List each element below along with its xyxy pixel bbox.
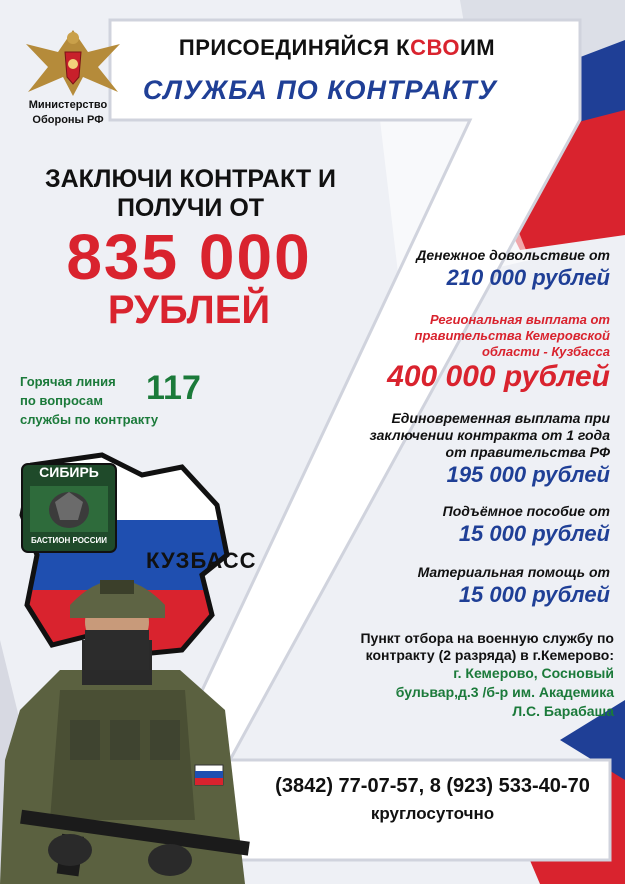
hotline-line-1: Горячая линия xyxy=(20,374,116,389)
payment-lump-sum xyxy=(330,410,610,488)
recruitment-office xyxy=(296,630,614,721)
payment-amount: 195 000 рублей xyxy=(446,462,610,487)
office-line-2: контракту (2 разряда) в г.Кемерово: xyxy=(365,647,614,663)
payment-label: правительства Кемеровской xyxy=(414,328,610,343)
payment-amount: 15 000 рублей xyxy=(458,582,610,607)
tagline-left: ПРИСОЕДИНЯЙСЯ К xyxy=(178,35,411,60)
payment-label: Единовременная выплата при xyxy=(391,410,610,426)
offer-currency: РУБЛЕЙ xyxy=(107,288,271,332)
payment-amount: 210 000 рублей xyxy=(446,265,610,290)
badge-bottom-text: БАСТИОН РОССИИ xyxy=(31,536,107,545)
office-address-3: Л.С. Барабаша xyxy=(512,703,614,719)
payment-relocation xyxy=(330,503,610,547)
office-line-1: Пункт отбора на военную службу по xyxy=(360,630,614,646)
hours-label: круглосуточно xyxy=(370,804,495,823)
phone-numbers[interactable]: (3842) 77-07-57, 8 (923) 533-40-70 xyxy=(275,775,590,797)
hotline-line-2: по вопросам xyxy=(20,393,103,408)
soldier-image xyxy=(0,560,250,884)
ministry-line-1: Министерство xyxy=(28,99,108,111)
tagline-right: ИМ xyxy=(459,35,496,60)
ministry-line-2: Обороны РФ xyxy=(32,114,104,126)
offer-amount: 835 000 xyxy=(66,221,312,293)
payment-label: Подъёмное пособие от xyxy=(442,503,610,519)
payment-label: Материальная помощь от xyxy=(417,564,610,580)
offer-line-1: ЗАКЛЮЧИ КОНТРАКТ И xyxy=(44,165,337,193)
hotline-line-3: службы по контракту xyxy=(20,412,159,427)
payment-label: области - Кузбасса xyxy=(481,344,610,359)
region-label: КУЗБАСС xyxy=(146,548,257,573)
ministry-label xyxy=(12,98,124,128)
office-address-2: бульвар,д.3 /б-р им. Академика xyxy=(395,684,614,700)
payment-label: заключении контракта от 1 года xyxy=(369,427,610,443)
payment-material-aid xyxy=(330,564,610,608)
service-title: СЛУЖБА ПО КОНТРАКТУ xyxy=(142,74,498,105)
offer-headline xyxy=(18,165,363,223)
join-tagline xyxy=(112,28,562,68)
payment-label: Региональная выплата от xyxy=(429,312,610,327)
hotline-number: 117 xyxy=(146,369,201,407)
office-address-1: г. Кемерово, Сосновый xyxy=(453,665,614,681)
payment-amount: 15 000 рублей xyxy=(458,521,610,546)
tagline-svo: СВО xyxy=(410,35,460,60)
payment-label: Денежное довольствие от xyxy=(416,247,610,263)
payment-label: от правительства РФ xyxy=(445,444,610,460)
payment-regional xyxy=(330,312,610,394)
offer-line-2: ПОЛУЧИ ОТ xyxy=(116,194,265,222)
payment-allowance xyxy=(330,247,610,291)
payment-amount: 400 000 рублей xyxy=(387,360,610,393)
badge-top-text: СИБИРЬ xyxy=(39,464,99,480)
